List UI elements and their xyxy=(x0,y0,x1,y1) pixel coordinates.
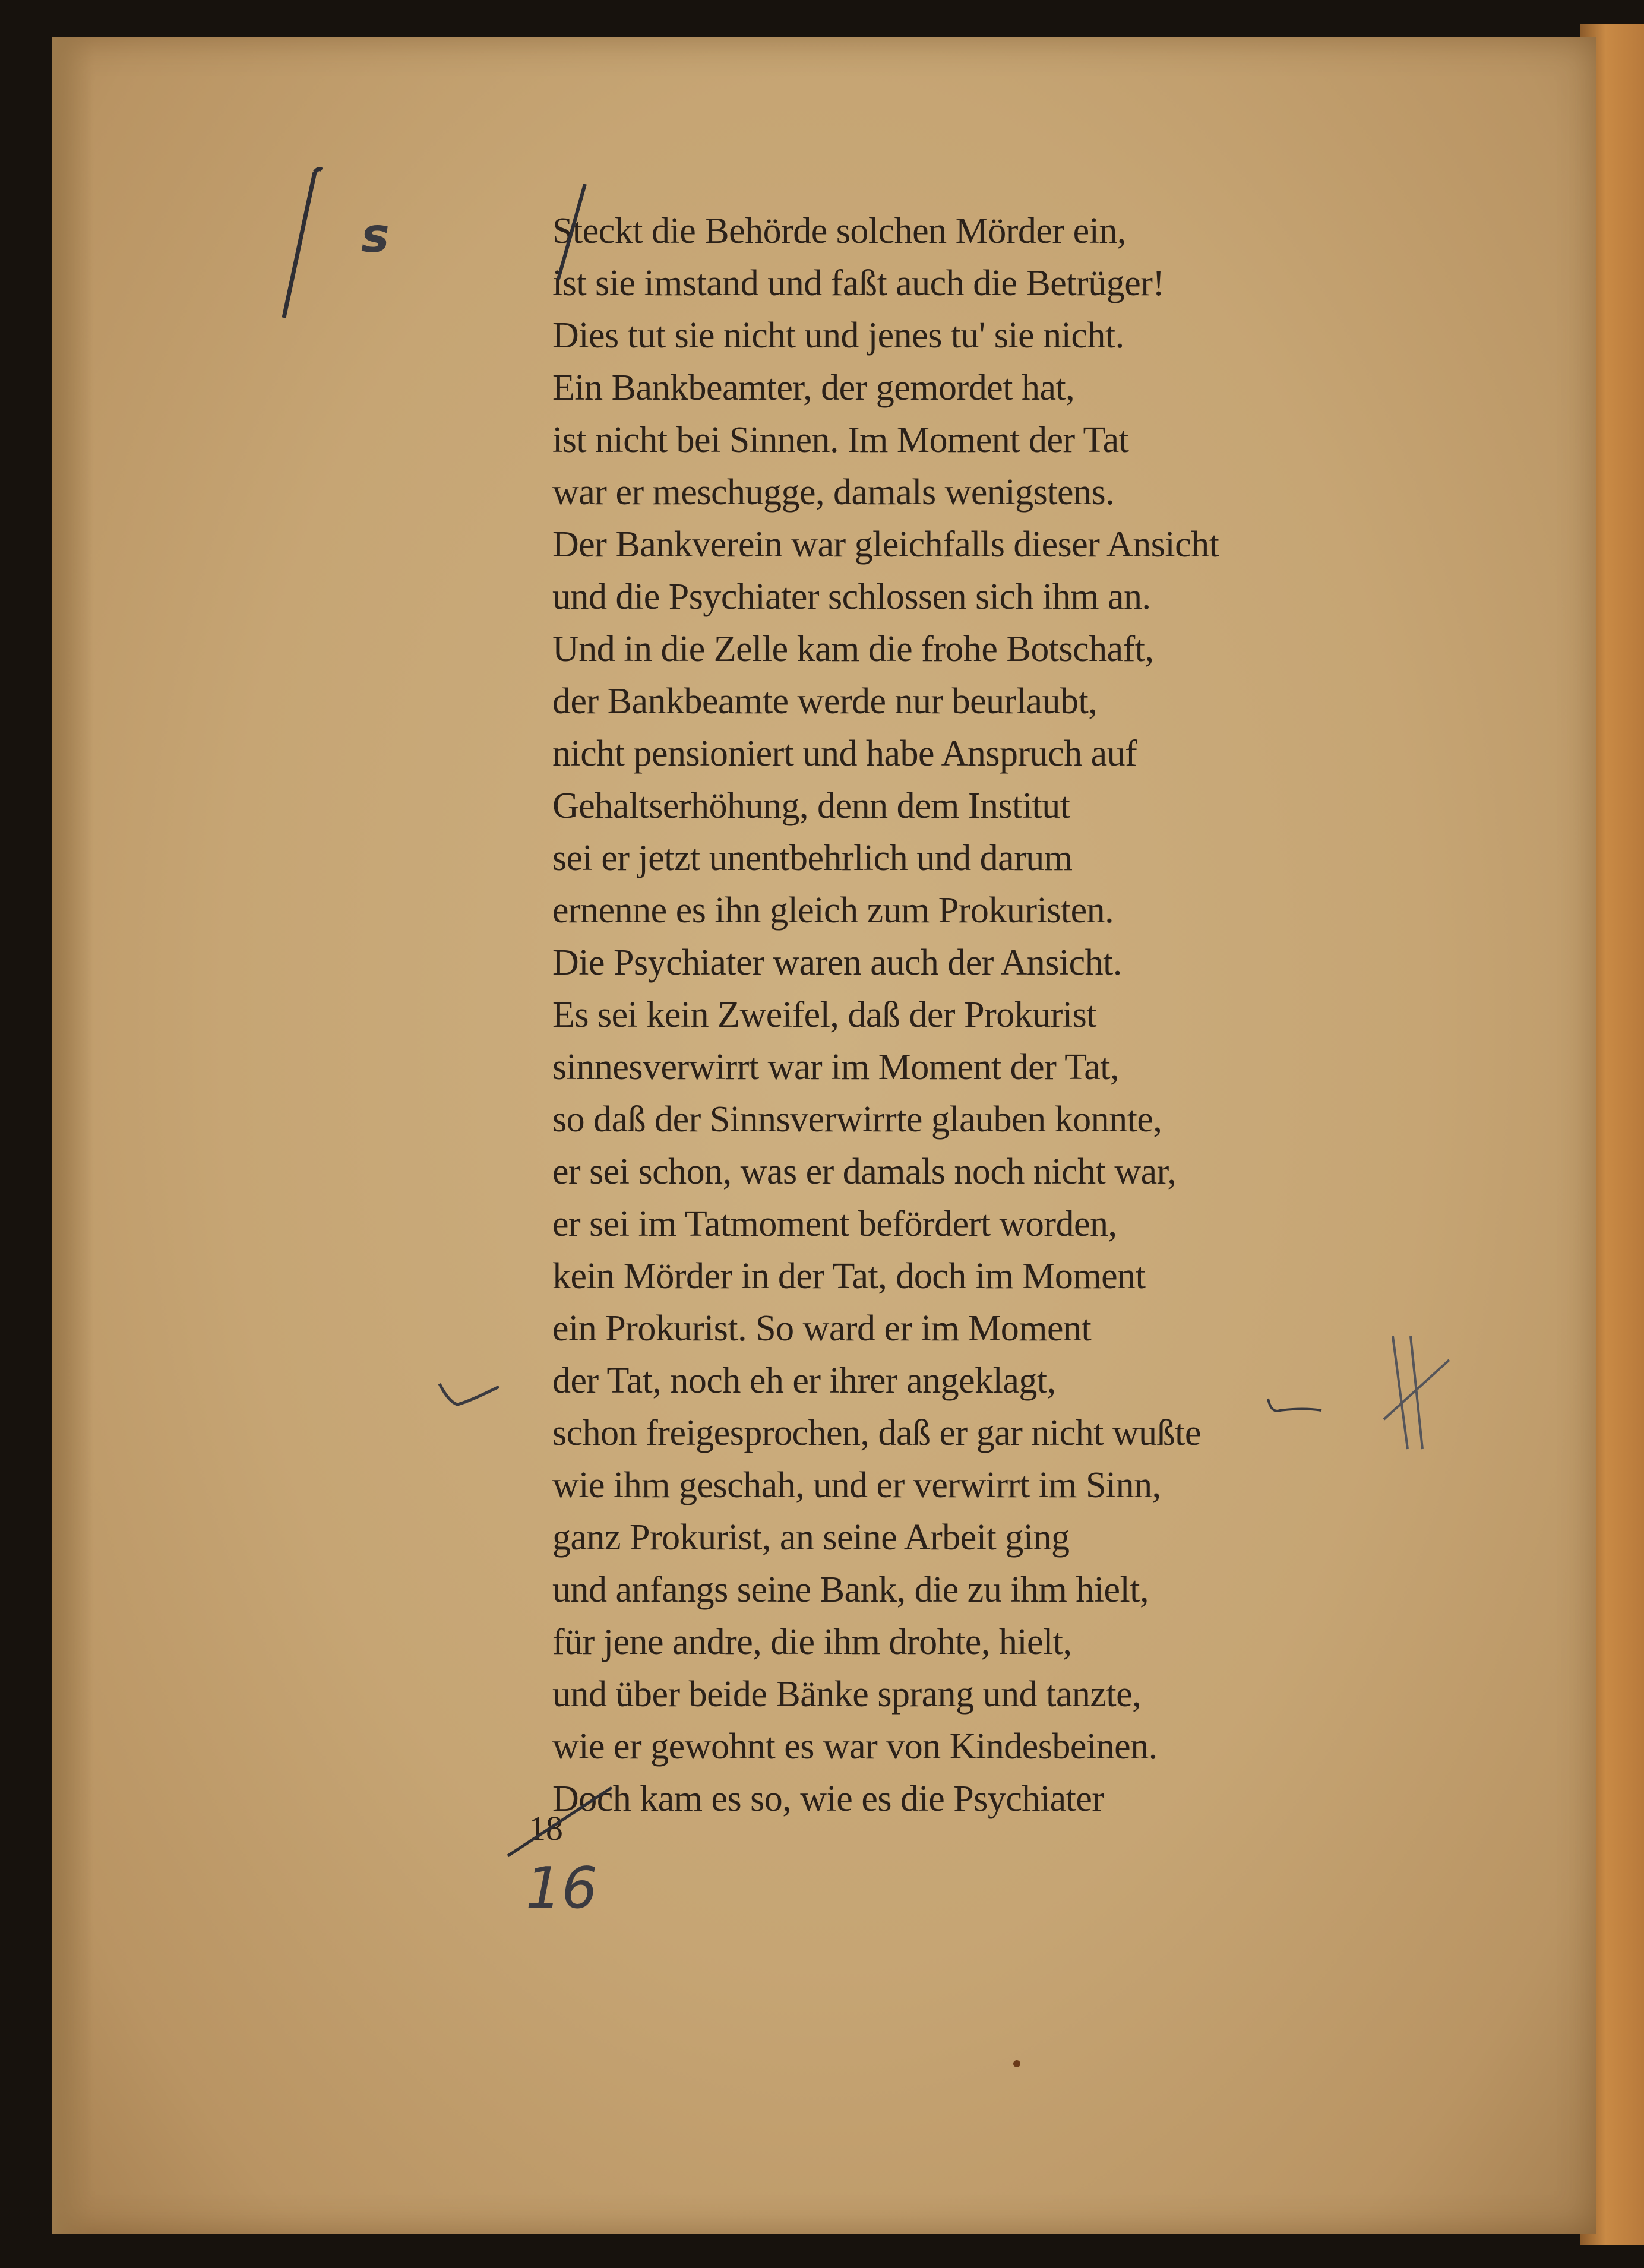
poem-line: ganz Prokurist, an seine Arbeit ging xyxy=(552,1517,1070,1558)
poem-line: so daß der Sinnsverwirrte glauben konnte, xyxy=(552,1099,1162,1140)
poem-line: wie er gewohnt es war von Kindesbeinen. xyxy=(552,1726,1158,1767)
poem-line: und anfangs seine Bank, die zu ihm hielt, xyxy=(552,1570,1149,1610)
poem-line: der Tat, noch eh er ihrer angeklagt, xyxy=(552,1361,1056,1401)
poem-line: Es sei kein Zweifel, daß der Prokurist xyxy=(552,995,1096,1035)
poem-line: er sei im Tatmoment befördert worden, xyxy=(552,1204,1117,1244)
poem-line: ein Prokurist. So ward er im Moment xyxy=(552,1308,1092,1349)
page-binding-edge xyxy=(52,37,94,2234)
poem-line: ist sie imstand und faßt auch die Betrüger! xyxy=(552,263,1165,303)
poem-line: Doch kam es so, wie es die Psychiater xyxy=(552,1779,1104,1819)
poem-line: ist nicht bei Sinnen. Im Moment der Tat xyxy=(552,420,1129,460)
poem-line: er sei schon, was er damals noch nicht war, xyxy=(552,1152,1177,1192)
poem-line: ernenne es ihn gleich zum Prokuristen. xyxy=(552,890,1114,931)
handwritten-margin-mark: s xyxy=(361,208,390,263)
printed-page-number: 18 xyxy=(529,1809,563,1848)
poem-line: Und in die Zelle kam die frohe Botschaft, xyxy=(552,629,1154,669)
poem-line: nicht pensioniert und habe Anspruch auf xyxy=(552,733,1137,774)
poem-line: wie ihm geschah, und er verwirrt im Sinn, xyxy=(552,1465,1161,1505)
poem-line: war er meschugge, damals wenigstens. xyxy=(552,472,1115,513)
poem-line: und über beide Bänke sprang und tanzte, xyxy=(552,1674,1142,1715)
poem-line: sinnesverwirrt war im Moment der Tat, xyxy=(552,1047,1120,1087)
poem-line: der Bankbeamte werde nur beurlaubt, xyxy=(552,681,1098,722)
poem-line: und die Psychiater schlossen sich ihm an. xyxy=(552,577,1151,617)
poem-line: für jene andre, die ihm drohte, hielt, xyxy=(552,1622,1072,1662)
poem-line: Die Psychiater waren auch der Ansicht. xyxy=(552,942,1122,983)
poem-line: kein Mörder in der Tat, doch im Moment xyxy=(552,1256,1146,1296)
poem-line: Der Bankverein war gleichfalls dieser Ansicht xyxy=(552,524,1219,565)
poem-line: Gehaltserhöhung, denn dem Institut xyxy=(552,786,1070,826)
poem-line: schon freigesprochen, daß er gar nicht wußte xyxy=(552,1413,1201,1453)
poem-line: sei er jetzt unentbehrlich und darum xyxy=(552,838,1073,878)
poem-line: Ein Bankbeamter, der gemordet hat, xyxy=(552,368,1075,408)
poem-line: Steckt die Behörde solchen Mörder ein, xyxy=(552,211,1126,251)
poem-line: Dies tut sie nicht und jenes tu' sie nicht. xyxy=(552,315,1124,356)
handwritten-page-number: 16 xyxy=(526,1856,597,1921)
poem-text xyxy=(552,205,1219,1825)
